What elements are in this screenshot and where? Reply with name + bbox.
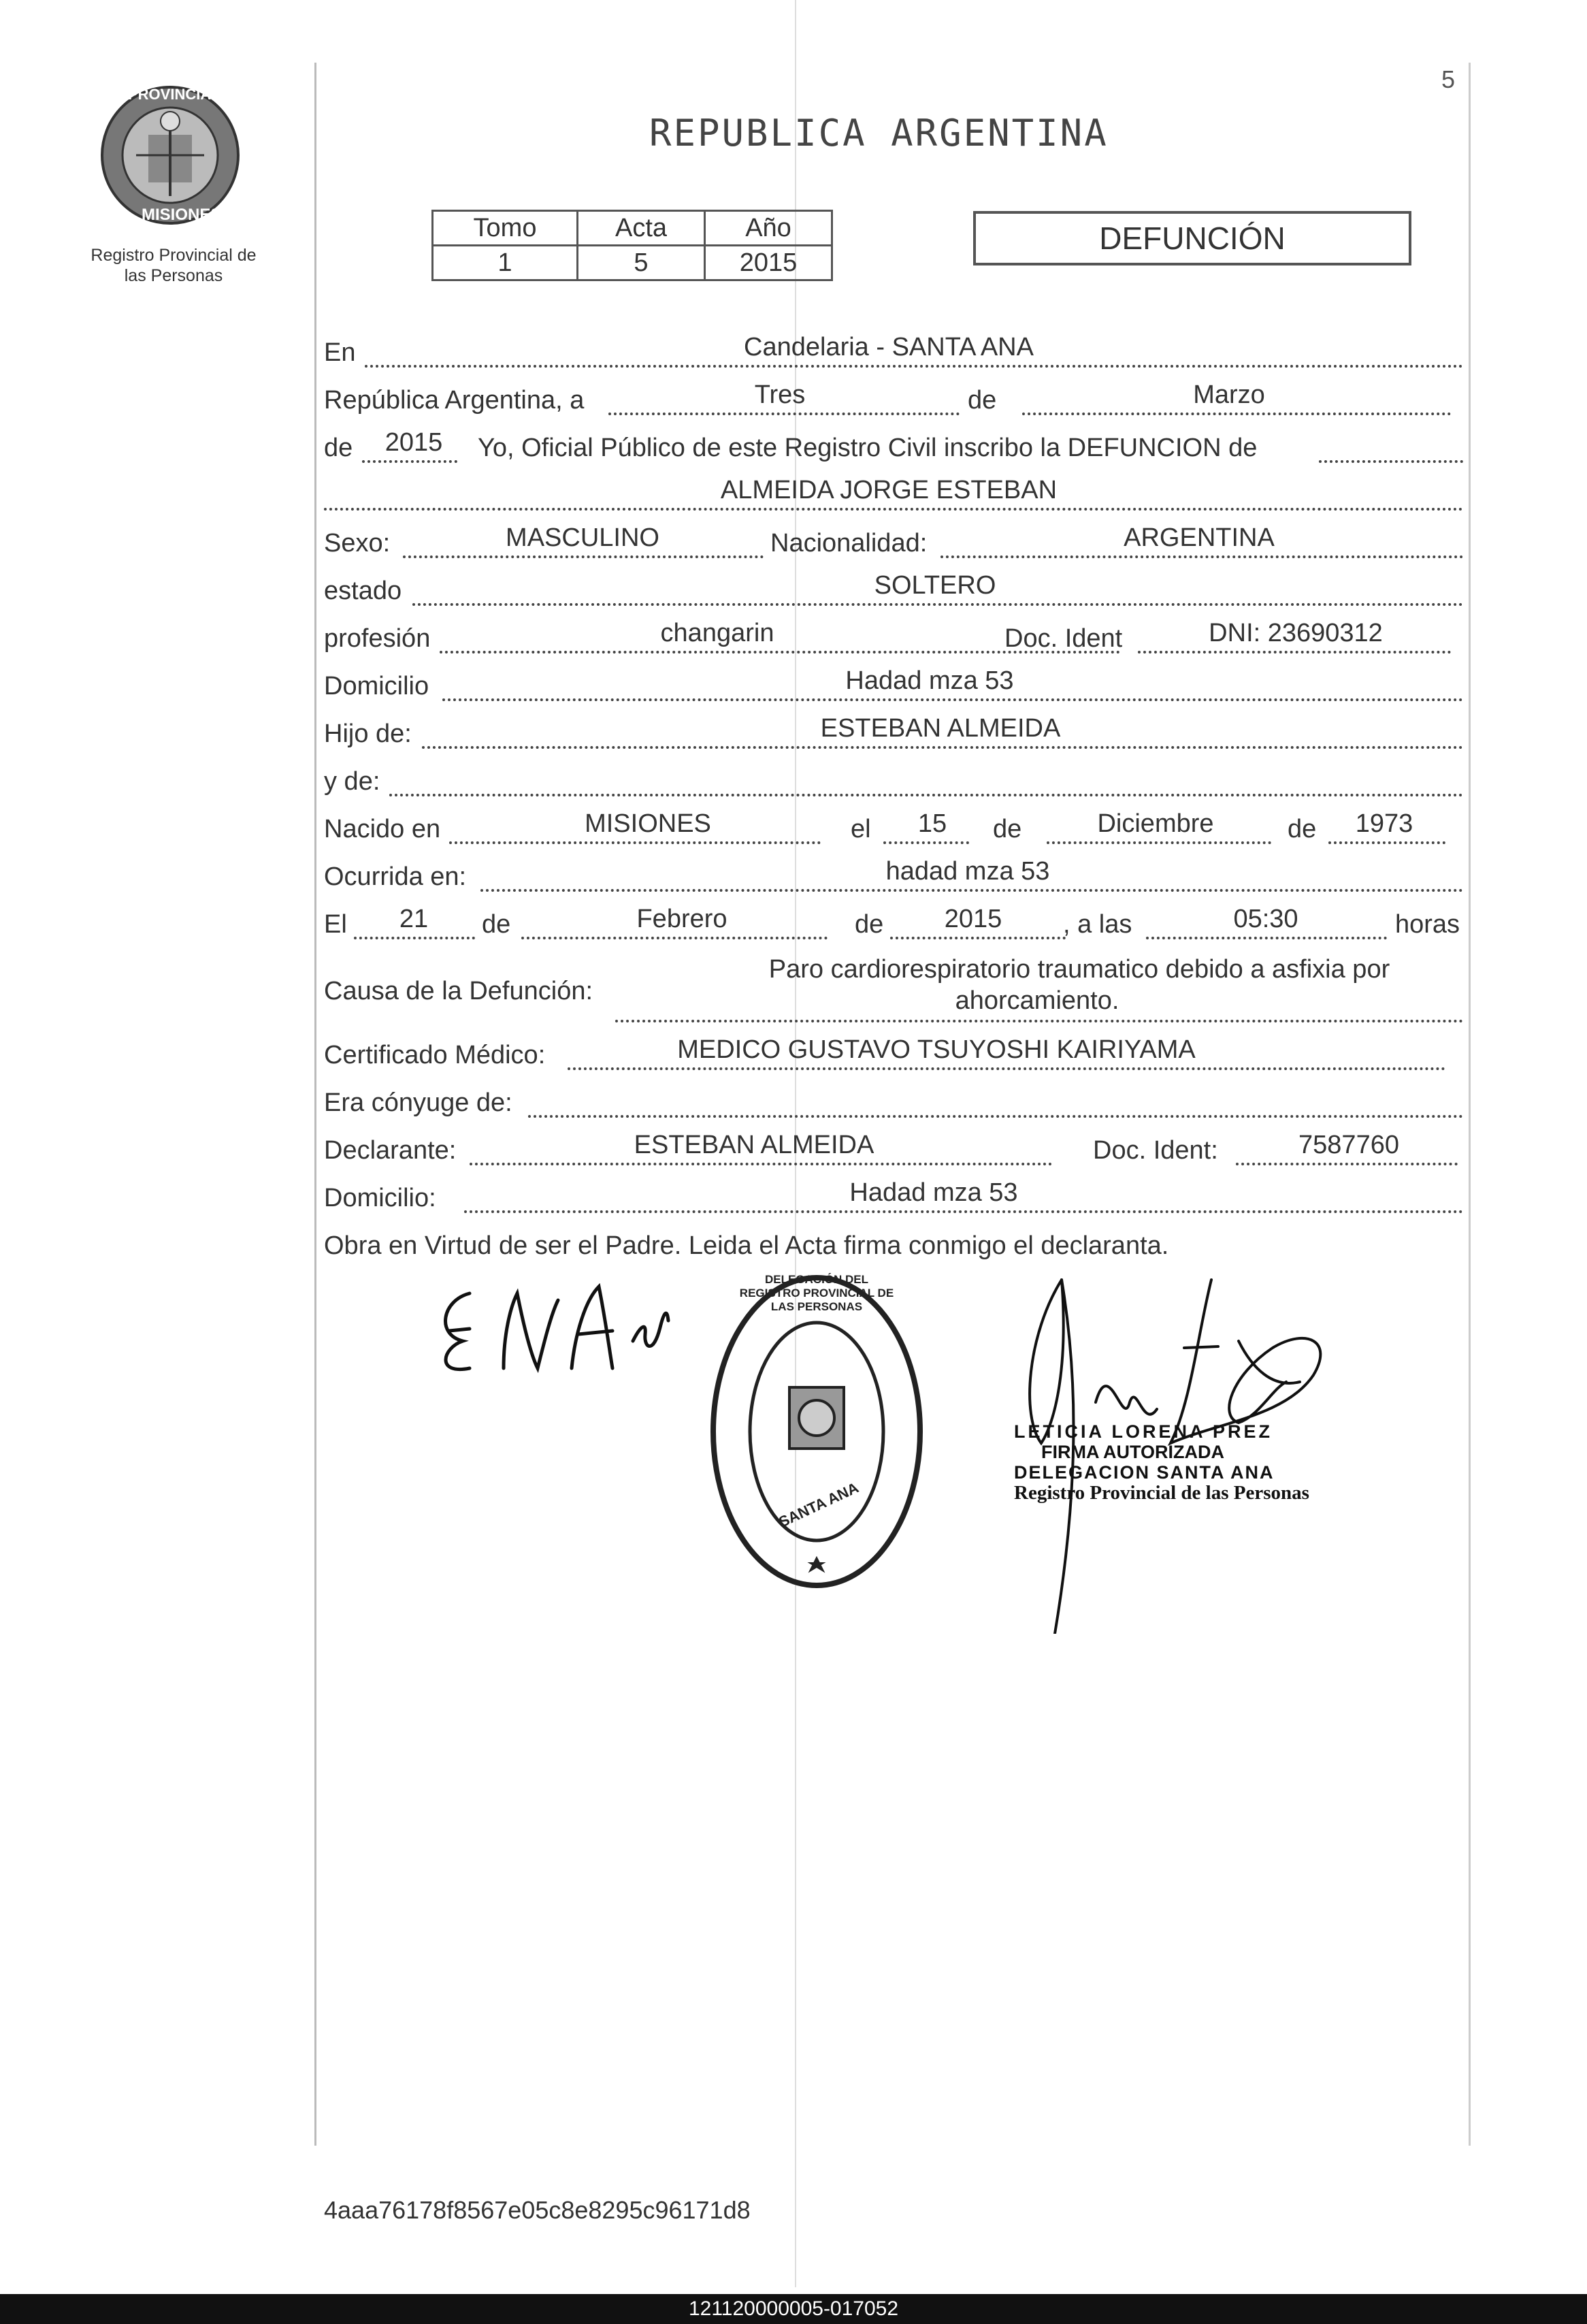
value-estado: SOLTERO bbox=[874, 571, 996, 600]
barcode-number: 121120000005-017052 bbox=[688, 2297, 899, 2320]
label-horas: horas bbox=[1395, 910, 1460, 939]
footer-bar bbox=[0, 2294, 1587, 2324]
label-en: En bbox=[324, 338, 356, 367]
field-line-conyuge bbox=[528, 1085, 1463, 1118]
row-obra bbox=[324, 1224, 1463, 1265]
agency-line-2: las Personas bbox=[124, 266, 223, 285]
value-lugar-defuncion: hadad mza 53 bbox=[885, 857, 1050, 886]
label-declarante: Declarante: bbox=[324, 1136, 457, 1165]
row-anio bbox=[324, 426, 1463, 467]
label-de-mes-defuncion: de bbox=[482, 910, 511, 939]
value-domicilio-declarante: Hadad mza 53 bbox=[849, 1178, 1018, 1207]
value-profesion: changarin bbox=[660, 619, 774, 647]
label-de-anio: de bbox=[324, 434, 353, 462]
value-hora: 05:30 bbox=[1233, 905, 1298, 933]
value-nacionalidad: ARGENTINA bbox=[1124, 523, 1275, 552]
value-anio-nacimiento: 1973 bbox=[1355, 809, 1413, 838]
row-en bbox=[324, 331, 1463, 372]
logo-text-bottom: MISIONES bbox=[142, 206, 222, 224]
label-y-de: y de: bbox=[324, 767, 380, 796]
row-estado bbox=[324, 569, 1463, 610]
label-republica: República Argentina, a bbox=[324, 386, 585, 415]
value-dia: Tres bbox=[754, 381, 806, 409]
label-causa-defuncion: Causa de la Defunción: bbox=[324, 977, 593, 1005]
left-margin-line bbox=[314, 63, 316, 2146]
value-dni: DNI: 23690312 bbox=[1209, 619, 1383, 647]
value-mes-nacimiento: Diciembre bbox=[1097, 809, 1214, 838]
row-fecha-defuncion bbox=[324, 903, 1463, 943]
misiones-logo bbox=[95, 80, 245, 237]
row-certificado bbox=[324, 1033, 1463, 1074]
acta-header-anio: Año bbox=[705, 211, 832, 246]
official-delegacion: DELEGACION SANTA ANA bbox=[1014, 1462, 1275, 1483]
label-ocurrida-en: Ocurrida en: bbox=[324, 862, 467, 891]
value-anio-defuncion: 2015 bbox=[944, 905, 1002, 933]
label-a-las: , a las bbox=[1063, 910, 1132, 939]
label-de-mes: de bbox=[968, 386, 997, 415]
label-certificado-medico: Certificado Médico: bbox=[324, 1041, 546, 1069]
label-de-mes-nacimiento: de bbox=[993, 815, 1022, 843]
label-el: El bbox=[324, 910, 347, 939]
row-causa bbox=[324, 950, 1463, 1027]
page-number: 5 bbox=[1441, 65, 1456, 93]
acta-header-tomo: Tomo bbox=[433, 211, 578, 246]
acta-value-anio: 2015 bbox=[705, 246, 832, 280]
label-domicilio: Domicilio bbox=[324, 672, 429, 700]
label-nacido-en: Nacido en bbox=[324, 815, 441, 843]
row-domicilio-declarante bbox=[324, 1176, 1463, 1217]
official-name: LETICIA LORENA PREZ bbox=[1014, 1421, 1273, 1442]
registry-round-seal bbox=[708, 1272, 926, 1592]
value-lugar: Candelaria - SANTA ANA bbox=[744, 333, 1034, 361]
value-nombre-fallecido: ALMEIDA JORGE ESTEBAN bbox=[720, 476, 1058, 504]
value-doc-declarante: 7587760 bbox=[1298, 1131, 1399, 1159]
agency-name bbox=[61, 245, 286, 286]
value-anio: 2015 bbox=[385, 428, 443, 457]
row-conyuge bbox=[324, 1081, 1463, 1122]
value-mes-defuncion: Febrero bbox=[636, 905, 727, 933]
value-dia-nacimiento: 15 bbox=[917, 809, 947, 838]
acta-value-acta: 5 bbox=[578, 246, 705, 280]
value-declarante: ESTEBAN ALMEIDA bbox=[634, 1131, 874, 1159]
row-nombre bbox=[324, 474, 1463, 515]
declarant-signature bbox=[429, 1266, 701, 1389]
row-declarante bbox=[324, 1129, 1463, 1169]
field-line-y-de bbox=[389, 764, 1463, 796]
row-profesion bbox=[324, 617, 1463, 658]
label-domicilio-declarante: Domicilio: bbox=[324, 1184, 436, 1212]
row-sexo bbox=[324, 521, 1463, 562]
value-dia-defuncion: 21 bbox=[399, 905, 429, 933]
value-padre: ESTEBAN ALMEIDA bbox=[820, 714, 1061, 743]
logo-text-top: PROVINCIA DE bbox=[128, 86, 236, 103]
official-registro: Registro Provincial de las Personas bbox=[1014, 1482, 1309, 1504]
label-de-anio-nacimiento: de bbox=[1288, 815, 1317, 843]
label-conyuge: Era cónyuge de: bbox=[324, 1088, 512, 1117]
row-hijo bbox=[324, 712, 1463, 753]
label-doc-ident-declarante: Doc. Ident: bbox=[1093, 1136, 1218, 1165]
acta-value-tomo: 1 bbox=[433, 246, 578, 280]
label-estado: estado bbox=[324, 577, 402, 605]
value-lugar-nacimiento: MISIONES bbox=[585, 809, 711, 838]
label-el-nacido: el bbox=[851, 815, 871, 843]
document-hash: 4aaa76178f8567e05c8e8295c96171d8 bbox=[324, 2196, 751, 2224]
acta-table bbox=[431, 210, 833, 281]
row-republica bbox=[324, 378, 1463, 419]
row-domicilio bbox=[324, 664, 1463, 705]
field-line-inscribo bbox=[1319, 430, 1463, 463]
label-de-anio-defuncion: de bbox=[855, 910, 884, 939]
text-obra-en-virtud: Obra en Virtud de ser el Padre. Leida el Acta firma conmigo el declaranta. bbox=[324, 1231, 1169, 1260]
label-inscribo: Yo, Oficial Público de este Registro Civil inscribo la DEFUNCION de bbox=[478, 434, 1258, 462]
label-doc-ident: Doc. Ident bbox=[1004, 624, 1123, 653]
document-type-box: DEFUNCIÓN bbox=[973, 211, 1411, 265]
label-sexo: Sexo: bbox=[324, 529, 391, 558]
row-y-de bbox=[324, 760, 1463, 801]
seal-text-santa-ana: SANTA ANA bbox=[776, 1479, 862, 1531]
value-sexo: MASCULINO bbox=[506, 523, 659, 552]
value-mes: Marzo bbox=[1193, 381, 1265, 409]
value-certificado-medico: MEDICO GUSTAVO TSUYOSHI KAIRIYAMA bbox=[677, 1035, 1196, 1064]
acta-header-acta: Acta bbox=[578, 211, 705, 246]
value-domicilio: Hadad mza 53 bbox=[845, 666, 1014, 695]
label-profesion: profesión bbox=[324, 624, 431, 653]
label-hijo-de: Hijo de: bbox=[324, 720, 412, 748]
agency-line-1: Registro Provincial de bbox=[91, 246, 257, 265]
label-nacionalidad: Nacionalidad: bbox=[770, 529, 928, 558]
value-causa-linea-2: ahorcamiento. bbox=[955, 986, 1119, 1015]
official-firma-autorizada: FIRMA AUTORIZADA bbox=[1041, 1442, 1224, 1462]
right-margin-line bbox=[1469, 63, 1471, 2146]
official-stamp bbox=[1014, 1421, 1309, 1503]
row-ocurrida bbox=[324, 855, 1463, 896]
value-causa-linea-1: Paro cardiorespiratorio traumatico debido a asfixia por bbox=[768, 955, 1390, 984]
page-title: REPUBLICA ARGENTINA bbox=[649, 112, 1109, 155]
seal-text-outer: DELEGACIÓN DEL REGISTRO PROVINCIAL DE LAS PERSONAS bbox=[739, 1273, 894, 1313]
row-nacido bbox=[324, 807, 1463, 848]
